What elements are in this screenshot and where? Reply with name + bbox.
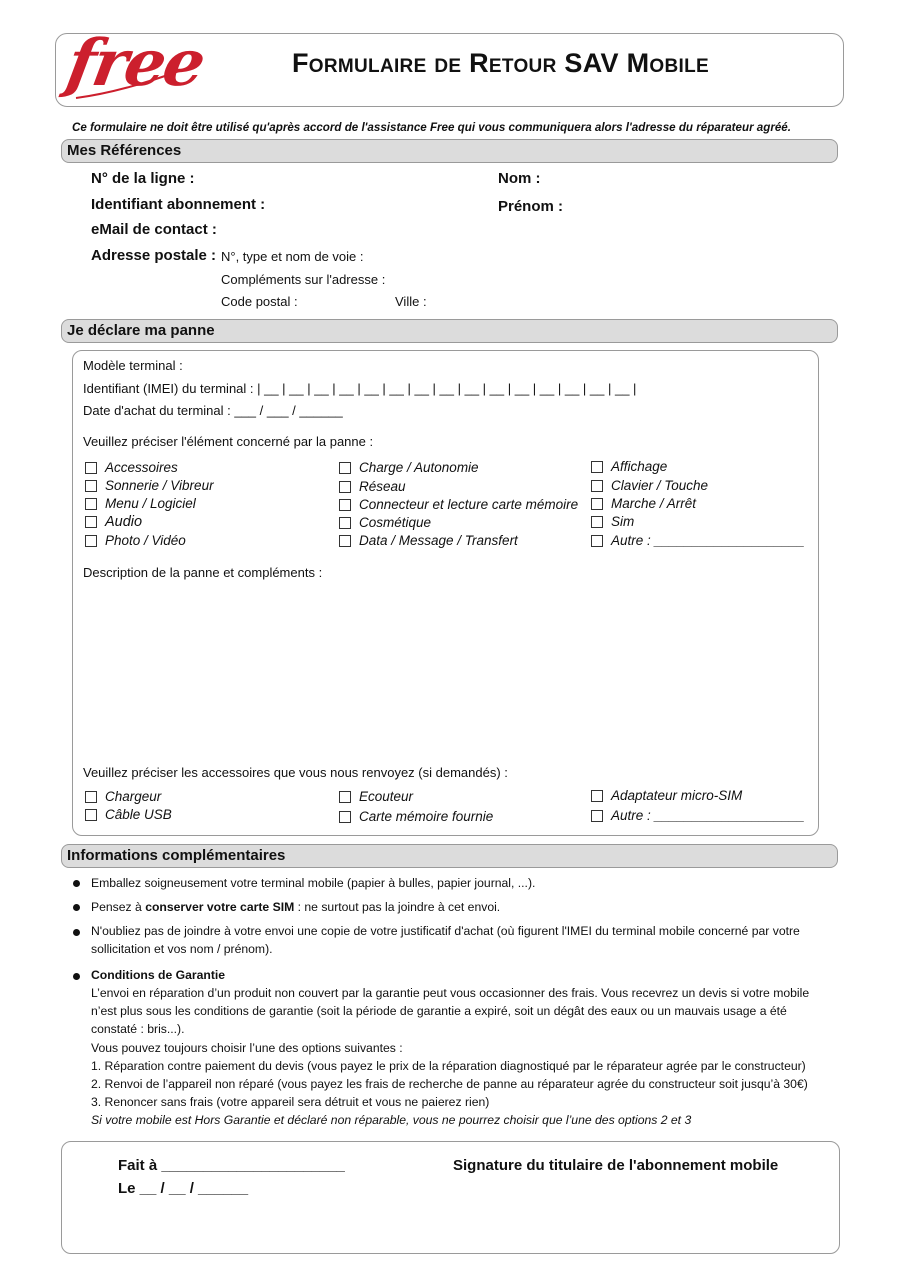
checkbox-icon[interactable] [339, 499, 351, 511]
checkbox-icon[interactable] [591, 810, 603, 822]
checkbox-icon[interactable] [85, 516, 97, 528]
checkbox-cable-usb[interactable]: Câble USB [85, 807, 172, 822]
info-item-sim: Pensez à conserver votre carte SIM : ne surtout pas la joindre à cet envoi. [91, 900, 501, 914]
date-field[interactable]: Le __ / __ / ______ [118, 1180, 249, 1197]
section-info: Informations complémentaires [61, 844, 838, 868]
checkbox-autre[interactable]: Autre : ____________________ [591, 533, 805, 548]
free-logo [61, 26, 242, 104]
checkbox-icon[interactable] [339, 481, 351, 493]
checkbox-autre-accessoire[interactable]: Autre : ____________________ [591, 808, 805, 823]
option-2: 2. Renvoi de l’appareil non réparé (vous payez les frais de recherche de panne au réparateur agrée du constructeur soit jusqu’à 30€) [91, 1077, 808, 1091]
description-label: Description de la panne et compléments : [83, 565, 323, 580]
options-intro: Vous pouvez toujours choisir l’une des options suivantes : [91, 1041, 403, 1055]
checkbox-connecteur[interactable]: Connecteur et lecture carte mémoire [339, 497, 578, 512]
checkbox-sonnerie[interactable]: Sonnerie / Vibreur [85, 478, 214, 493]
checkbox-adaptateur[interactable]: Adaptateur micro-SIM [591, 788, 742, 803]
checkbox-icon[interactable] [339, 462, 351, 474]
checkbox-icon[interactable] [339, 791, 351, 803]
bullet-icon [73, 973, 80, 980]
description-area[interactable] [83, 585, 803, 755]
signature-area[interactable] [453, 1180, 823, 1242]
checkbox-icon[interactable] [591, 790, 603, 802]
checkbox-carte-memoire[interactable]: Carte mémoire fournie [339, 809, 493, 824]
email-label: eMail de contact : [91, 221, 217, 238]
checkbox-charge[interactable]: Charge / Autonomie [339, 460, 479, 475]
bullet-icon [73, 904, 80, 911]
element-prompt: Veuillez préciser l'élément concerné par la panne : [83, 434, 374, 449]
checkbox-clavier[interactable]: Clavier / Touche [591, 478, 708, 493]
model-label: Modèle terminal : [83, 358, 183, 373]
checkbox-icon[interactable] [591, 516, 603, 528]
checkbox-photo[interactable]: Photo / Vidéo [85, 533, 186, 548]
bullet-icon [73, 880, 80, 887]
bullet-icon [73, 929, 80, 936]
city-label: Ville : [395, 294, 427, 309]
logo-text: free [61, 26, 210, 101]
checkbox-icon[interactable] [85, 535, 97, 547]
section-fault: Je déclare ma panne [61, 319, 838, 343]
checkbox-menu[interactable]: Menu / Logiciel [85, 496, 196, 511]
checkbox-icon[interactable] [85, 791, 97, 803]
checkbox-marche[interactable]: Marche / Arrêt [591, 496, 696, 511]
checkbox-ecouteur[interactable]: Ecouteur [339, 789, 413, 804]
checkbox-icon[interactable] [85, 462, 97, 474]
info-item-packaging: Emballez soigneusement votre terminal mobile (papier à bulles, papier journal, ...). [91, 876, 536, 890]
checkbox-audio[interactable]: Audio [85, 514, 142, 530]
subscription-id-label: Identifiant abonnement : [91, 196, 266, 213]
warranty-text: L’envoi en réparation d’un produit non couvert par la garantie peut vous occasionner des frais. Vous recevrez un devis si votre mobile n’est plus sous les conditions de garantie (soit la période de garantie a expiré, soit un dégât des eaux ou un mauvais usage a été constaté : bris...). [91, 986, 810, 1036]
street-label: N°, type et nom de voie : [221, 249, 364, 264]
checkbox-reseau[interactable]: Réseau [339, 479, 406, 494]
checkbox-icon[interactable] [85, 498, 97, 510]
checkbox-icon[interactable] [591, 535, 603, 547]
notice-text: Ce formulaire ne doit être utilisé qu'après accord de l'assistance Free qui vous communiquera alors l'adresse du réparateur agréé. [72, 121, 791, 134]
imei-field[interactable]: Identifiant (IMEI) du terminal : | __ | __ | __ | __ | __ | __ | __ | __ | __ | __ | __ | __ | __ | __ | __ | [83, 381, 637, 396]
checkbox-cosmetique[interactable]: Cosmétique [339, 515, 431, 530]
info-item-proof: N'oubliez pas de joindre à votre envoi une copie de votre justificatif d'achat (où figurent l'IMEI du terminal mobile concerné par votre sollicitation et vos nom / prénom). [91, 924, 800, 956]
place-field[interactable]: Fait à ______________________ [118, 1157, 345, 1174]
option-1: 1. Réparation contre paiement du devis (vous payez le prix de la réparation diagnostiqué par le réparateur agrée par le constructeur) [91, 1059, 806, 1073]
warranty-title: Conditions de Garantie [91, 968, 226, 982]
checkbox-affichage[interactable]: Affichage [591, 459, 667, 474]
checkbox-icon[interactable] [591, 461, 603, 473]
checkbox-icon[interactable] [339, 517, 351, 529]
checkbox-sim[interactable]: Sim [591, 514, 634, 529]
checkbox-icon[interactable] [85, 809, 97, 821]
signature-label: Signature du titulaire de l'abonnement mobile [453, 1157, 779, 1174]
checkbox-icon[interactable] [591, 498, 603, 510]
checkbox-icon[interactable] [339, 535, 351, 547]
accessories-prompt: Veuillez préciser les accessoires que vous nous renvoyez (si demandés) : [83, 765, 508, 780]
address-complement-label: Compléments sur l'adresse : [221, 272, 386, 287]
prenom-label: Prénom : [498, 198, 564, 215]
postal-code-label: Code postal : [221, 294, 298, 309]
purchase-date-field[interactable]: Date d'achat du terminal : ___ / ___ / ______ [83, 403, 343, 418]
checkbox-icon[interactable] [591, 480, 603, 492]
option-3: 3. Renoncer sans frais (votre appareil sera détruit et vous ne paierez rien) [91, 1095, 490, 1109]
checkbox-icon[interactable] [85, 480, 97, 492]
section-references: Mes Références [61, 139, 838, 163]
checkbox-accessoires[interactable]: Accessoires [85, 460, 178, 475]
checkbox-data[interactable]: Data / Message / Transfert [339, 533, 518, 548]
address-label: Adresse postale : [91, 247, 217, 264]
warranty-note: Si votre mobile est Hors Garantie et déclaré non réparable, vous ne pourrez choisir que l’une des options 2 et 3 [91, 1113, 692, 1127]
form-title: Formulaire de Retour SAV Mobile [292, 48, 709, 78]
checkbox-icon[interactable] [339, 811, 351, 823]
checkbox-chargeur[interactable]: Chargeur [85, 789, 161, 804]
nom-label: Nom : [498, 170, 541, 187]
line-number-label: N° de la ligne : [91, 170, 195, 187]
